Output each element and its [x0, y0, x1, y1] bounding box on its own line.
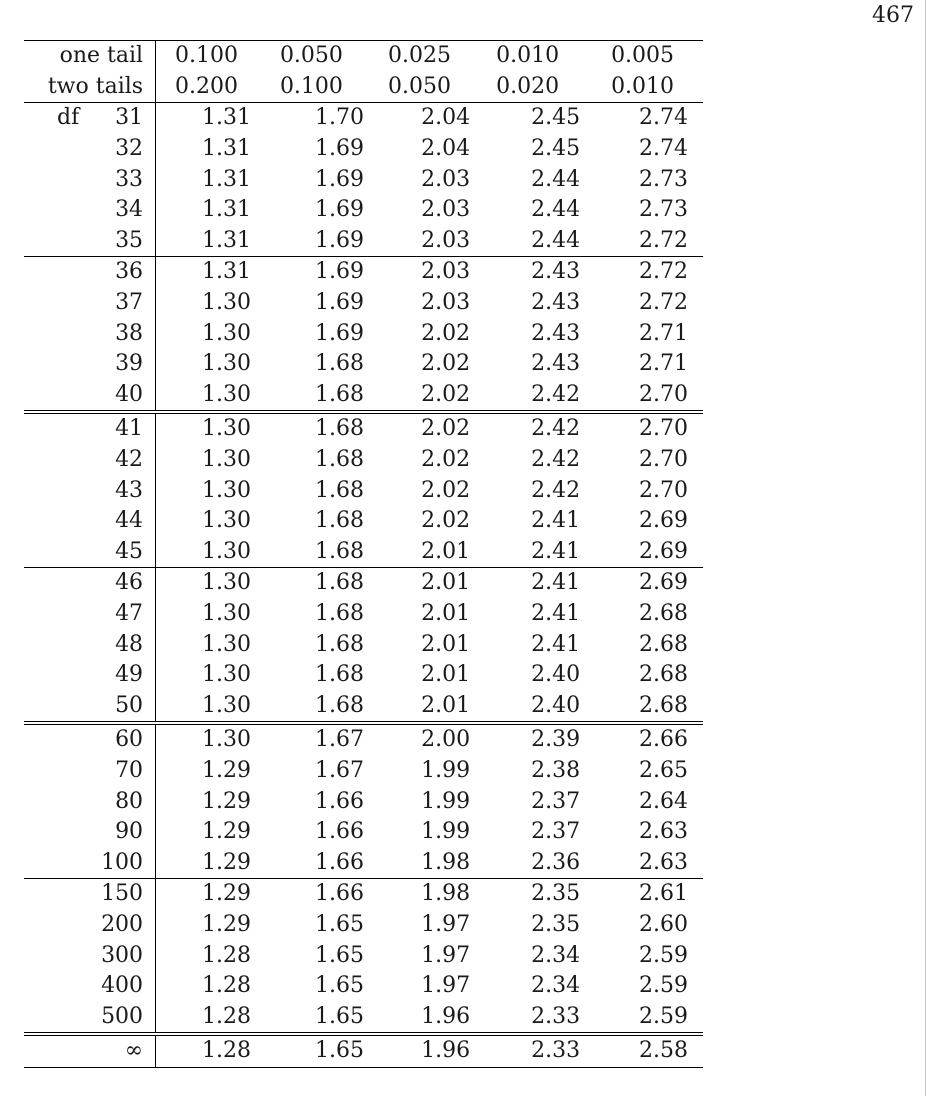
page-edge-rule: [925, 0, 926, 1096]
critical-value-cell: 2.01: [421, 538, 471, 564]
critical-value-cell: 2.69: [639, 538, 688, 564]
critical-value-cell: 2.41: [473, 568, 582, 599]
critical-value-cell: 1.29: [201, 788, 251, 814]
table-row: [24, 134, 703, 165]
critical-value-cell: 1.69: [314, 166, 364, 192]
critical-value-cell: 2.02: [421, 351, 471, 377]
critical-value-cell: 1.97: [421, 911, 471, 937]
critical-value-cell: 2.36: [531, 849, 581, 875]
critical-value-cell: 1.70: [257, 103, 366, 134]
table-row: [24, 817, 703, 848]
critical-value-cell: 2.03: [421, 166, 471, 192]
table-row: [24, 723, 703, 756]
critical-value-cell: 2.66: [582, 723, 703, 756]
critical-value-cell: 1.97: [421, 973, 471, 999]
df-cell: [24, 134, 156, 165]
df-cell: [24, 971, 156, 1002]
df-cell: [24, 629, 156, 660]
critical-value-cell: 2.33: [531, 1003, 581, 1029]
critical-value-cell: 2.43: [531, 320, 581, 346]
df-cell: [24, 879, 156, 910]
critical-value-cell: 1.30: [201, 320, 251, 346]
df-cell: [24, 568, 156, 599]
critical-value-cell: 1.96: [421, 1003, 471, 1029]
critical-value-cell: 2.40: [531, 692, 581, 718]
critical-value-cell: 1.30: [156, 412, 257, 445]
two-tails-label: two tails: [24, 72, 156, 103]
critical-value-cell: 2.68: [639, 692, 688, 718]
table-row: [24, 349, 703, 380]
critical-value-cell: 2.63: [639, 819, 688, 845]
table-row: [24, 1001, 703, 1034]
critical-value-cell: 2.58: [582, 1034, 703, 1067]
df-cell: [24, 786, 156, 817]
df-label: df: [57, 105, 80, 131]
critical-value-cell: 2.41: [531, 508, 581, 534]
critical-value-cell: 2.01: [421, 662, 471, 688]
critical-value-cell: 1.30: [156, 723, 257, 756]
critical-value-cell: 2.03: [421, 197, 471, 223]
df-cell: [24, 660, 156, 691]
critical-value-cell: 1.29: [156, 879, 257, 910]
critical-value-cell: 1.69: [314, 136, 364, 162]
df-value: 34: [115, 197, 144, 223]
critical-value-cell: 2.38: [531, 757, 581, 783]
critical-value-cell: 1.66: [257, 879, 366, 910]
critical-value-cell: 2.60: [639, 911, 688, 937]
critical-value-cell: 2.43: [531, 351, 581, 377]
critical-value-cell: 2.37: [531, 819, 581, 845]
critical-value-cell: 1.29: [201, 911, 251, 937]
table-row: [24, 412, 703, 445]
df-value: 80: [115, 788, 144, 814]
df-value: 48: [115, 631, 144, 657]
critical-value-cell: 2.44: [531, 227, 581, 253]
df-cell: [24, 380, 156, 413]
critical-value-cell: 2.45: [531, 136, 581, 162]
critical-value-cell: 1.68: [314, 631, 364, 657]
critical-value-cell: 2.37: [531, 788, 581, 814]
table-row: [24, 380, 703, 413]
critical-value-cell: 2.03: [421, 290, 471, 316]
critical-value-cell: 1.99: [421, 788, 471, 814]
df-cell: [24, 475, 156, 506]
critical-value-cell: 2.59: [639, 942, 688, 968]
table-row: [24, 879, 703, 910]
critical-value-cell: 1.29: [201, 819, 251, 845]
critical-value-cell: 2.01: [421, 631, 471, 657]
critical-value-cell: 1.30: [201, 600, 251, 626]
table-row: [24, 940, 703, 971]
critical-value-cell: 1.99: [421, 819, 471, 845]
critical-value-cell: 2.01: [366, 568, 473, 599]
critical-value-cell: 1.30: [201, 538, 251, 564]
critical-value-cell: 2.72: [639, 290, 688, 316]
critical-value-cell: 2.73: [639, 166, 688, 192]
critical-value-cell: 1.30: [201, 477, 251, 503]
critical-value-cell: 2.42: [531, 477, 581, 503]
table-row: [24, 288, 703, 319]
critical-value-cell: 2.63: [639, 849, 688, 875]
df-cell: [24, 257, 156, 288]
df-value: 150: [101, 881, 144, 907]
df-cell: [24, 349, 156, 380]
critical-value-cell: 2.70: [639, 477, 688, 503]
critical-value-cell: 1.68: [314, 662, 364, 688]
df-value: 400: [101, 973, 144, 999]
df-value: 200: [101, 911, 144, 937]
df-value: 90: [115, 819, 144, 845]
header-row-two-tails: [24, 72, 703, 103]
critical-value-cell: 2.65: [639, 757, 688, 783]
critical-value-cell: 1.69: [257, 257, 366, 288]
critical-value-cell: 2.69: [582, 568, 703, 599]
critical-value-cell: 1.29: [201, 849, 251, 875]
critical-value-cell: 1.68: [314, 351, 364, 377]
critical-value-cell: 2.03: [421, 227, 471, 253]
critical-value-cell: 2.04: [366, 103, 473, 134]
df-cell: [24, 103, 156, 134]
critical-value-cell: 2.01: [421, 600, 471, 626]
critical-value-cell: 2.44: [531, 166, 581, 192]
table-row: [24, 756, 703, 787]
df-value: 42: [115, 447, 144, 473]
table-row: [24, 568, 703, 599]
critical-value-cell: 2.72: [582, 257, 703, 288]
critical-value-cell: 2.73: [639, 197, 688, 223]
one-tail-label: one tail: [24, 41, 156, 72]
critical-value-cell: 1.98: [366, 879, 473, 910]
table-row: [24, 537, 703, 568]
critical-value-cell: 1.68: [314, 600, 364, 626]
critical-value-cell: 1.28: [201, 942, 251, 968]
df-cell: [24, 318, 156, 349]
table-row: [24, 318, 703, 349]
df-cell: [24, 1034, 156, 1067]
one-tail-value: 0.005: [582, 41, 703, 72]
critical-value-cell: 2.70: [639, 381, 688, 407]
critical-value-cell: 1.97: [421, 942, 471, 968]
critical-value-cell: 2.42: [531, 381, 581, 407]
critical-value-cell: 1.67: [314, 757, 364, 783]
table-row: [24, 226, 703, 257]
table-row: [24, 506, 703, 537]
table-body: [24, 41, 703, 1068]
critical-value-cell: 2.41: [531, 538, 581, 564]
critical-value-cell: 2.34: [531, 942, 581, 968]
df-value: 47: [115, 600, 144, 626]
critical-value-cell: 1.67: [257, 723, 366, 756]
critical-value-cell: 1.66: [314, 788, 364, 814]
table-row: [24, 257, 703, 288]
critical-value-cell: 1.69: [314, 197, 364, 223]
df-cell: [24, 1001, 156, 1034]
critical-value-cell: 1.30: [201, 662, 251, 688]
critical-value-cell: 1.30: [201, 290, 251, 316]
critical-value-cell: 2.71: [639, 351, 688, 377]
table-row: [24, 660, 703, 691]
table-row: [24, 786, 703, 817]
critical-value-cell: 1.68: [314, 692, 364, 718]
table-row: [24, 847, 703, 878]
critical-value-cell: 1.29: [201, 757, 251, 783]
critical-value-cell: 1.65: [314, 973, 364, 999]
df-value: 500: [101, 1003, 144, 1029]
critical-value-cell: 2.68: [639, 600, 688, 626]
df-value: 31: [115, 105, 144, 131]
critical-value-cell: 2.34: [531, 973, 581, 999]
critical-value-cell: 2.71: [639, 320, 688, 346]
critical-value-cell: 1.66: [314, 849, 364, 875]
df-value: 50: [115, 692, 144, 718]
t-distribution-table: [24, 40, 703, 1068]
df-cell: [24, 817, 156, 848]
two-tails-value: 0.100: [279, 73, 343, 99]
two-tails-value: 0.200: [175, 73, 238, 99]
critical-value-cell: 2.41: [531, 600, 581, 626]
critical-value-cell: 2.59: [639, 1003, 688, 1029]
table-row: [24, 445, 703, 476]
critical-value-cell: 1.66: [314, 819, 364, 845]
df-cell: [24, 910, 156, 941]
df-cell: [24, 537, 156, 568]
one-tail-value: 0.100: [156, 41, 257, 72]
critical-value-cell: 1.69: [314, 290, 364, 316]
critical-value-cell: 2.42: [531, 447, 581, 473]
df-cell: [24, 412, 156, 445]
critical-value-cell: 1.28: [156, 1034, 257, 1067]
table-row: [24, 195, 703, 226]
one-tail-value: 0.025: [366, 41, 473, 72]
critical-value-cell: 1.96: [366, 1034, 473, 1067]
table-row: [24, 971, 703, 1002]
df-value: 49: [115, 662, 144, 688]
header-row-one-tail: [24, 41, 703, 72]
df-value: 46: [115, 570, 144, 596]
critical-value-cell: 1.31: [201, 227, 251, 253]
df-cell: [24, 940, 156, 971]
critical-value-cell: 1.98: [421, 849, 471, 875]
critical-value-cell: 1.30: [156, 568, 257, 599]
critical-value-cell: 2.64: [639, 788, 688, 814]
critical-value-cell: 2.43: [473, 257, 582, 288]
critical-value-cell: 2.02: [366, 412, 473, 445]
critical-value-cell: 1.28: [201, 973, 251, 999]
critical-value-cell: 1.68: [314, 381, 364, 407]
two-tails-value: 0.010: [611, 73, 675, 99]
df-value: 36: [115, 259, 144, 285]
df-value: 45: [115, 538, 144, 564]
critical-value-cell: 1.68: [314, 538, 364, 564]
table-row: [24, 1034, 703, 1067]
critical-value-cell: 2.45: [473, 103, 582, 134]
critical-value-cell: 2.02: [421, 477, 471, 503]
critical-value-cell: 2.01: [421, 692, 471, 718]
critical-value-cell: 1.68: [314, 508, 364, 534]
critical-value-cell: 1.31: [201, 197, 251, 223]
critical-value-cell: 1.31: [156, 257, 257, 288]
critical-value-cell: 2.03: [366, 257, 473, 288]
df-cell: [24, 164, 156, 195]
two-tails-value: 0.020: [496, 73, 560, 99]
df-cell: [24, 288, 156, 319]
df-value: 32: [115, 136, 144, 162]
critical-value-cell: 2.33: [473, 1034, 582, 1067]
critical-value-cell: 2.35: [531, 911, 581, 937]
critical-value-cell: 2.39: [473, 723, 582, 756]
df-value: 300: [101, 942, 144, 968]
df-value: 44: [115, 508, 144, 534]
critical-value-cell: 1.68: [257, 412, 366, 445]
critical-value-cell: 2.44: [531, 197, 581, 223]
critical-value-cell: 2.42: [473, 412, 582, 445]
df-value: ∞: [124, 1038, 144, 1064]
table-row: [24, 629, 703, 660]
df-value: 100: [101, 849, 144, 875]
df-value: 40: [115, 381, 144, 407]
one-tail-value: 0.050: [257, 41, 366, 72]
critical-value-cell: 1.65: [314, 911, 364, 937]
critical-value-cell: 2.72: [639, 227, 688, 253]
critical-value-cell: 2.02: [421, 381, 471, 407]
critical-value-cell: 2.02: [421, 320, 471, 346]
critical-value-cell: 2.35: [473, 879, 582, 910]
critical-value-cell: 2.40: [531, 662, 581, 688]
table-row: [24, 164, 703, 195]
df-value: 38: [115, 320, 144, 346]
one-tail-value: 0.010: [473, 41, 582, 72]
critical-value-cell: 1.65: [314, 1003, 364, 1029]
critical-value-cell: 2.02: [421, 508, 471, 534]
df-value: 37: [115, 290, 144, 316]
critical-value-cell: 2.69: [639, 508, 688, 534]
critical-value-cell: 1.69: [314, 320, 364, 346]
table-row: [24, 103, 703, 134]
critical-value-cell: 1.65: [314, 942, 364, 968]
critical-value-cell: 2.43: [531, 290, 581, 316]
critical-value-cell: 1.30: [201, 447, 251, 473]
df-cell: [24, 506, 156, 537]
critical-value-cell: 1.31: [156, 103, 257, 134]
table-row: [24, 910, 703, 941]
critical-value-cell: 1.99: [421, 757, 471, 783]
page-number: 467: [872, 3, 914, 28]
critical-value-cell: 1.68: [257, 568, 366, 599]
df-cell: [24, 690, 156, 723]
critical-value-cell: 1.30: [201, 692, 251, 718]
critical-value-cell: 2.74: [639, 136, 688, 162]
critical-value-cell: 1.68: [314, 477, 364, 503]
critical-value-cell: 1.68: [314, 447, 364, 473]
df-value: 33: [115, 166, 144, 192]
df-value: 35: [115, 227, 144, 253]
critical-value-cell: 1.69: [314, 227, 364, 253]
critical-value-cell: 1.65: [257, 1034, 366, 1067]
df-value: 41: [115, 416, 144, 442]
df-cell: [24, 723, 156, 756]
critical-value-cell: 2.04: [421, 136, 471, 162]
df-value: 60: [115, 727, 144, 753]
critical-value-cell: 2.70: [582, 412, 703, 445]
df-value: 70: [115, 757, 144, 783]
df-value: 39: [115, 351, 144, 377]
critical-value-cell: 1.30: [201, 508, 251, 534]
critical-value-cell: 2.70: [639, 447, 688, 473]
critical-value-cell: 1.30: [201, 631, 251, 657]
critical-value-cell: 2.02: [421, 447, 471, 473]
critical-value-cell: 1.31: [201, 136, 251, 162]
df-cell: [24, 756, 156, 787]
df-cell: [24, 847, 156, 878]
critical-value-cell: 2.41: [531, 631, 581, 657]
df-cell: [24, 599, 156, 630]
df-cell: [24, 226, 156, 257]
critical-value-cell: 1.30: [201, 351, 251, 377]
critical-value-cell: 1.28: [201, 1003, 251, 1029]
critical-value-cell: 2.61: [582, 879, 703, 910]
table-row: [24, 690, 703, 723]
table-row: [24, 475, 703, 506]
critical-value-cell: 1.31: [201, 166, 251, 192]
two-tails-value: 0.050: [388, 73, 452, 99]
critical-value-cell: 2.59: [639, 973, 688, 999]
critical-value-cell: 2.00: [366, 723, 473, 756]
df-cell: [24, 195, 156, 226]
df-cell: [24, 445, 156, 476]
df-value: 43: [115, 477, 144, 503]
critical-value-cell: 2.68: [639, 662, 688, 688]
critical-value-cell: 1.30: [201, 381, 251, 407]
critical-value-cell: 2.74: [582, 103, 703, 134]
table-row: [24, 599, 703, 630]
critical-value-cell: 2.68: [639, 631, 688, 657]
